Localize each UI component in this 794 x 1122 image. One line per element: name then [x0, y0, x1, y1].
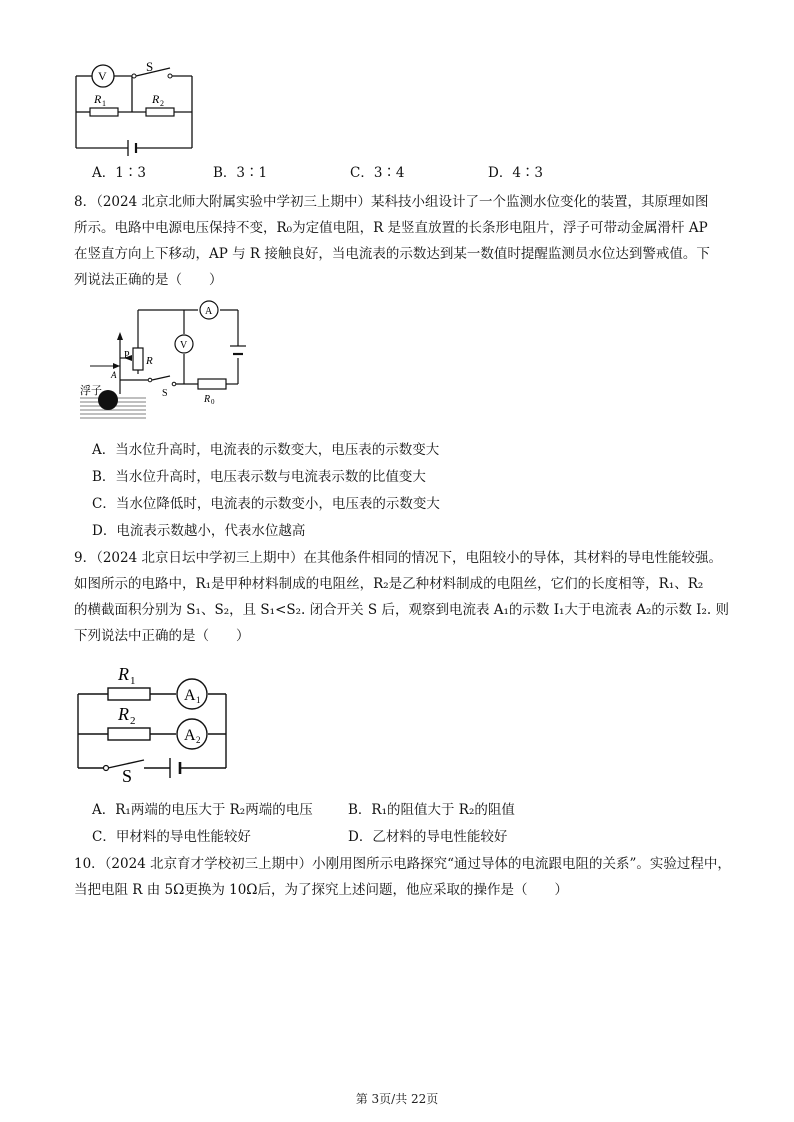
float-label: 浮子 — [80, 385, 102, 397]
a2-label: A — [184, 727, 196, 744]
battery-symbol — [170, 758, 180, 778]
resistor-r2 — [108, 728, 150, 740]
r2-label: R — [118, 704, 129, 724]
q8-option-c[interactable]: C．当水位降低时，电流表的示数变小，电压表的示数变大 — [92, 496, 440, 512]
r-label: R — [146, 355, 153, 367]
q9-stem-line: 9．（2024 北京日坛中学初三上期中）在其他条件相同的情况下，电阻较小的导体，其材料的导电性能较强。 — [74, 550, 722, 566]
r0-label: R — [204, 394, 211, 405]
q9-option-a[interactable]: A．R₁两端的电压大于 R₂两端的电压 — [92, 802, 313, 818]
q9-circuit-diagram — [70, 660, 240, 782]
q7-option-c[interactable]: C．3∶4 — [350, 165, 405, 181]
switch-contact — [104, 766, 109, 771]
battery-symbol — [230, 346, 246, 354]
q9-stem-line: 的横截面积分别为 S₁、S₂，且 S₁<S₂. 闭合开关 S 后，观察到电流表 A₁的示数 I₁大于电流表 A₂的示数 I₂. 则 — [74, 602, 730, 618]
r2-subscript: 2 — [130, 715, 136, 727]
resistor-r1 — [90, 108, 118, 116]
page-footer: 第 3页/共 22页 — [355, 1092, 439, 1106]
switch-contact — [172, 382, 176, 386]
p-label: P — [124, 350, 130, 361]
q9-option-b[interactable]: B．R₁的阻值大于 R₂的阻值 — [348, 802, 515, 818]
a1-label: A — [184, 687, 196, 704]
r0-subscript: 0 — [211, 398, 215, 406]
resistor-r1 — [108, 688, 150, 700]
q8-stem-line: 所示。电路中电源电压保持不变，R₀为定值电阻，R 是竖直放置的长条形电阻片，浮子可带动金属滑杆 AP — [74, 220, 708, 236]
q8-option-b[interactable]: B．当水位升高时，电压表示数与电流表示数的比值变大 — [92, 469, 426, 485]
switch-contact — [168, 74, 172, 78]
r1-subscript: 1 — [102, 99, 106, 108]
voltmeter-label: V — [180, 340, 188, 351]
r2-label: R — [152, 92, 160, 106]
q8-option-a[interactable]: A．当水位升高时，电流表的示数变大，电压表的示数变大 — [92, 442, 440, 458]
voltmeter-label: V — [98, 69, 107, 83]
battery-symbol — [128, 140, 136, 156]
switch-label: S — [122, 766, 133, 782]
q7-option-d[interactable]: D．4∶3 — [488, 165, 544, 181]
a1-subscript: 1 — [196, 695, 201, 705]
q8-option-d[interactable]: D．电流表示数越小，代表水位越高 — [92, 523, 306, 539]
q9-stem-line: 如图所示的电路中，R₁是甲种材料制成的电阻丝，R₂是乙种材料制成的电阻丝，它们的长度相等，R₁、R₂ — [74, 576, 704, 592]
switch-contact — [132, 74, 136, 78]
switch-label: S — [146, 60, 154, 74]
resistor-r — [133, 348, 143, 370]
ammeter-label: A — [205, 306, 213, 317]
r1-label: R — [94, 92, 102, 106]
q10-stem-line: 当把电阻 R 由 5Ω更换为 10Ω后，为了探究上述问题，他应采取的操作是（ ） — [74, 882, 568, 898]
q7-option-b[interactable]: B．3∶1 — [213, 165, 268, 181]
q8-stem-line: 在竖直方向上下移动，AP 与 R 接触良好，当电流表的示数达到某一数值时提醒监测员水位达到警戒值。下 — [74, 246, 710, 262]
r1-label: R — [118, 664, 129, 684]
q9-option-d[interactable]: D．乙材料的导电性能较好 — [348, 829, 508, 845]
resistor-r2 — [146, 108, 174, 116]
q8-stem-line: 8．（2024 北京北师大附属实验中学初三上期中）某科技小组设计了一个监测水位变化的装置，其原理如图 — [74, 194, 709, 210]
r2-subscript: 2 — [160, 99, 164, 108]
q9-option-c[interactable]: C．甲材料的导电性能较好 — [92, 829, 251, 845]
q8-circuit-diagram — [80, 296, 250, 424]
q9-stem-line: 下列说法中正确的是（ ） — [74, 628, 250, 644]
switch-label: S — [162, 388, 168, 399]
q10-stem-line: 10．（2024 北京育才学校初三上期中）小刚用图所示电路探究“通过导体的电流跟电阻的关系”。实验过程中， — [74, 856, 731, 872]
a2-subscript: 2 — [196, 735, 201, 745]
q7-circuit-diagram — [70, 60, 200, 158]
a-label: A — [111, 370, 117, 380]
resistor-r0 — [198, 379, 226, 389]
switch-contact — [148, 378, 152, 382]
q7-option-a[interactable]: A．1∶3 — [92, 165, 146, 181]
r1-subscript: 1 — [130, 675, 136, 687]
q8-stem-line: 列说法正确的是（ ） — [74, 272, 223, 288]
